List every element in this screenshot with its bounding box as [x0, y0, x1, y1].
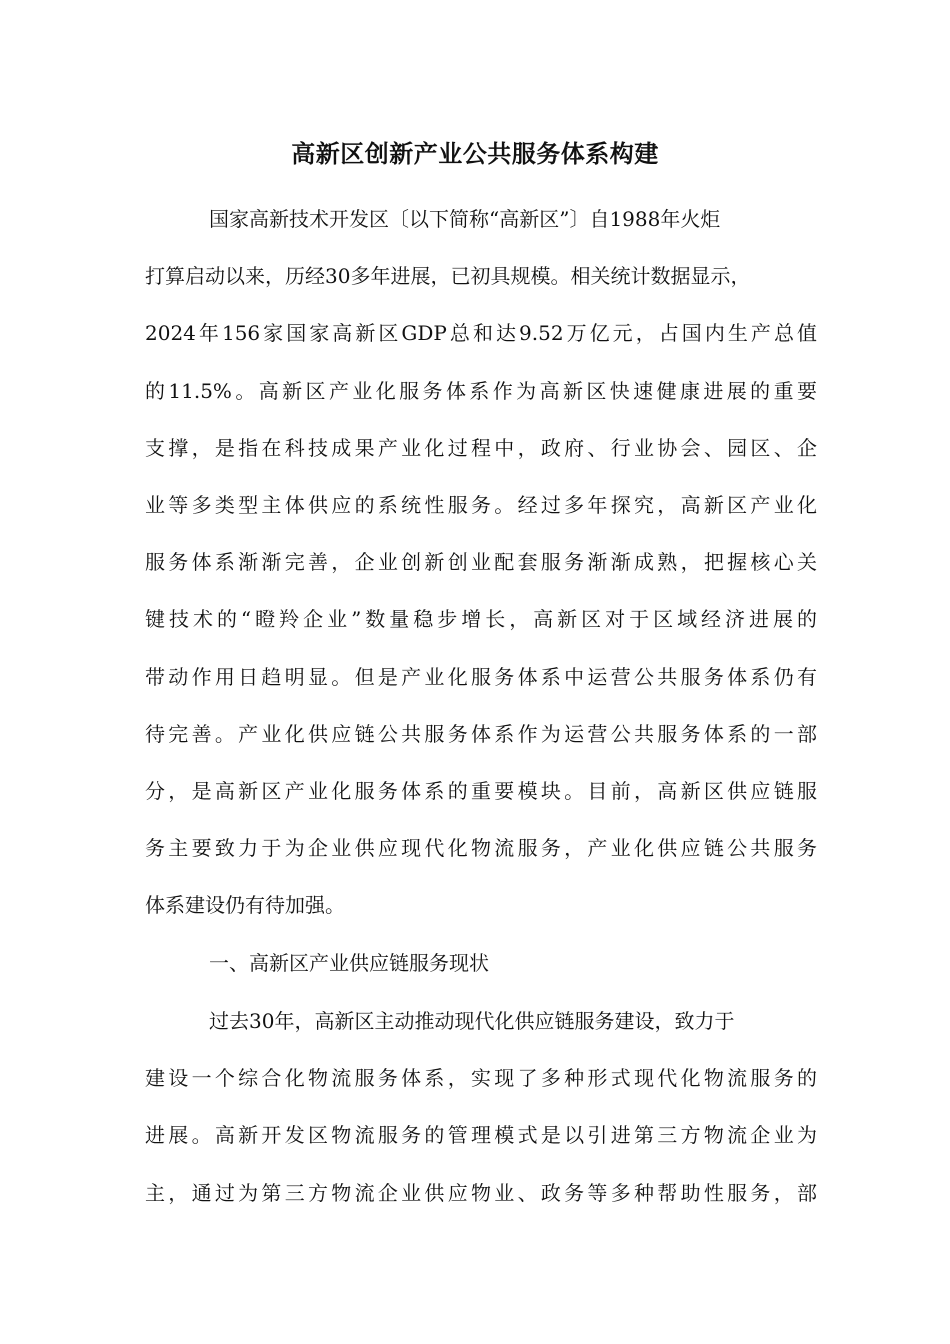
paragraph-section1 [145, 993, 817, 1222]
text-line: 2024年156家国家高新区GDP总和达9.52万亿元，占国内生产总值 [145, 321, 817, 346]
section-heading-1 [145, 935, 817, 992]
text-line: 的11.5%。高新区产业化服务体系作为高新区快速健康进展的重要 [145, 378, 817, 403]
text-line: 键技术的“瞪羚企业”数量稳步增长，高新区对于区域经济进展的 [145, 607, 817, 632]
paragraph-intro [145, 191, 817, 934]
text-line: 建设一个综合化物流服务体系，实现了多种形式现代化物流服务的 [145, 1066, 817, 1091]
text-line: 进展。高新开发区物流服务的管理模式是以引进第三方物流企业为 [145, 1123, 817, 1148]
text-line: 主，通过为第三方物流企业供应物业、政务等多种帮助性服务，部 [145, 1180, 817, 1205]
text-line: 支撑，是指在科技成果产业化过程中，政府、行业协会、园区、企 [145, 435, 817, 460]
text-line: 过去30年，高新区主动推动现代化供应链服务建设，致力于 [209, 1009, 735, 1033]
text-line: 分，是高新区产业化服务体系的重要模块。目前，高新区供应链服 [145, 778, 817, 803]
text-line: 待完善。产业化供应链公共服务体系作为运营公共服务体系的一部 [145, 721, 817, 746]
text-line: 体系建设仍有待加强。 [145, 893, 345, 918]
text-line: 业等多类型主体供应的系统性服务。经过多年探究，高新区产业化 [145, 492, 817, 517]
text-line: 带动作用日趋明显。但是产业化服务体系中运营公共服务体系仍有 [145, 664, 817, 689]
section-heading: 一、高新区产业供应链服务现状 [209, 951, 489, 975]
text-line: 务主要致力于为企业供应现代化物流服务，产业化供应链公共服务 [145, 836, 817, 861]
text-line: 打算启动以来，历经30多年进展，已初具规模。相关统计数据显示， [145, 264, 751, 289]
document-title: 高新区创新产业公共服务体系构建 [291, 139, 659, 168]
text-line: 国家高新技术开发区〔以下简称“高新区”〕自1988年火炬 [209, 207, 721, 231]
text-line: 服务体系渐渐完善，企业创新创业配套服务渐渐成熟，把握核心关 [145, 550, 817, 575]
